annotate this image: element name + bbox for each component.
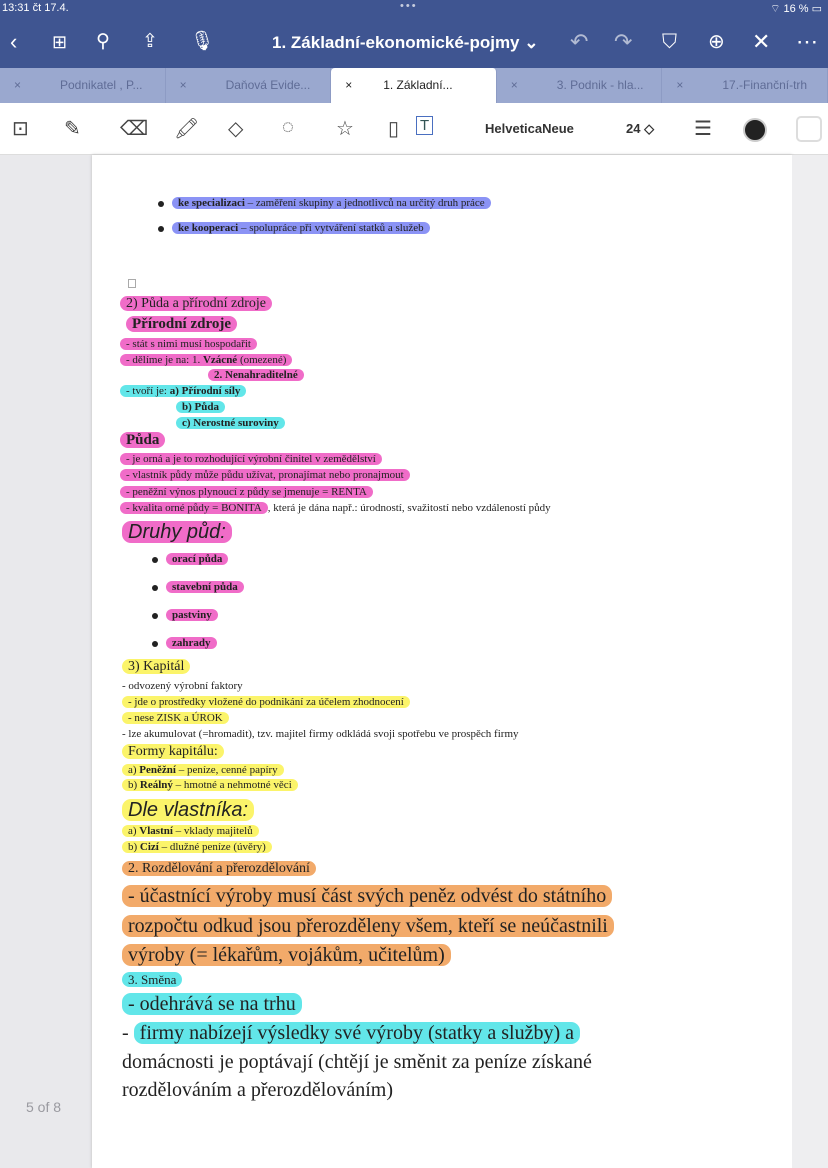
highlight	[122, 993, 302, 1015]
text-line	[122, 885, 612, 908]
text-line	[208, 369, 304, 381]
text-segment: Peněžní	[139, 764, 176, 776]
text-segment: – peníze, cenné papíry	[175, 764, 278, 776]
text-segment: výroby (= lékařům, vojákům, učitelům)	[128, 944, 445, 966]
text-segment: Půda	[126, 432, 160, 448]
highlight	[122, 972, 182, 987]
bookmark-icon[interactable]: ⛉	[662, 31, 677, 53]
tab-label: Podnikatel , P...	[60, 78, 143, 92]
highlight	[120, 338, 257, 350]
text-segment: 3. Směna	[128, 972, 177, 987]
highlight	[122, 659, 190, 674]
text-segment: – vklady majitelů	[172, 825, 253, 837]
tab-label: 17.-Finanční-trh	[722, 78, 808, 92]
text-line	[122, 861, 316, 877]
text-segment: a)	[128, 825, 140, 837]
font-size-stepper[interactable]: 24 ◇	[626, 121, 655, 136]
text-segment: - je orná a je to rozhodující výrobní činitel v zemědělství	[126, 453, 376, 465]
text-segment: Vlastní	[139, 825, 173, 837]
tab-label: Daňová Evide...	[225, 78, 311, 92]
tab-label: 3. Podnik - hla...	[556, 78, 644, 92]
bullet-icon	[152, 557, 158, 563]
text-segment: – dlužné peníze (úvěry)	[158, 841, 266, 853]
highlight	[176, 401, 225, 413]
tab-close-icon[interactable]: ×	[179, 78, 187, 92]
text	[122, 680, 243, 692]
highlight	[126, 316, 237, 332]
text-segment: - lze akumulovat (=hromadit), tzv. majitel firmy odkládá svoji spotřebu ve prospěch firmy	[122, 728, 519, 740]
highlight	[122, 915, 614, 937]
text-segment: – spolupráce při vytváření statků a služeb	[238, 222, 424, 234]
text-line	[122, 915, 614, 938]
highlight	[120, 469, 410, 481]
note-icon[interactable]: ▯	[388, 118, 400, 140]
document-title[interactable]: 1. Základní-ekonomické-pojmy ⌄	[272, 33, 539, 52]
text-line	[122, 972, 182, 988]
text-segment: b)	[128, 779, 140, 791]
back-icon[interactable]: ‹	[10, 29, 18, 54]
text-segment: - vlastník půdy může půdu užívat, pronajímat nebo pronajmout	[126, 469, 404, 481]
highlight	[208, 369, 304, 381]
align-icon[interactable]: ☰	[694, 118, 712, 140]
highlight	[122, 764, 284, 776]
text-line	[122, 659, 190, 675]
highlight	[122, 744, 224, 759]
highlight	[166, 581, 244, 593]
status-bar	[0, 0, 828, 18]
fill-icon[interactable]	[796, 116, 822, 142]
text-segment: - dělíme je na: 1.	[126, 354, 203, 366]
text	[122, 1079, 393, 1101]
status-time: 13:31 čt 17.4.	[2, 2, 69, 14]
color-picker[interactable]	[743, 118, 767, 142]
document-page[interactable]	[92, 155, 792, 1168]
grid-icon[interactable]: ⊞	[52, 32, 68, 52]
tab-4[interactable]	[662, 68, 828, 103]
text-line	[120, 453, 382, 465]
text-tool-icon[interactable]: T	[416, 116, 433, 135]
text-segment: Reálný	[139, 779, 173, 791]
text-segment: Formy kapitálu:	[128, 744, 218, 759]
text-segment: orací půda	[172, 553, 223, 565]
tab-close-icon[interactable]: ×	[510, 78, 518, 92]
highlight	[166, 553, 228, 565]
text-segment: (omezené)	[237, 354, 287, 366]
text	[122, 728, 519, 740]
text-segment: - kvalita orné půdy = BONITA	[120, 502, 268, 514]
close-icon[interactable]: ✕	[752, 29, 771, 54]
highlight	[122, 841, 272, 853]
text-segment: - odehrává se na trhu	[128, 993, 296, 1015]
search-icon[interactable]: ⚲	[96, 31, 110, 52]
highlight	[166, 637, 217, 649]
highlight	[120, 354, 292, 366]
text-line	[122, 993, 302, 1016]
pen-icon[interactable]: ✎	[64, 118, 81, 140]
text-line	[166, 637, 217, 649]
font-selector[interactable]: HelveticaNeue	[485, 121, 574, 136]
highlighter-icon[interactable]: 🖍︎	[174, 118, 200, 140]
highlight	[122, 696, 410, 708]
text-line	[120, 338, 257, 350]
text-line	[176, 401, 225, 413]
annotation-toolbar	[0, 103, 828, 155]
lasso-icon[interactable]: ◌	[282, 116, 294, 138]
checkbox-icon	[128, 279, 136, 288]
highlight	[120, 432, 165, 448]
highlight	[122, 944, 451, 966]
text-segment: – hmotné a nehmotné věci	[172, 779, 292, 791]
text-line	[122, 779, 298, 791]
text-segment: ke kooperaci	[178, 222, 239, 234]
text-segment: Dle vlastníka:	[128, 799, 249, 821]
scrollbar[interactable]	[792, 155, 828, 1168]
text-segment: Vzácné	[202, 354, 238, 366]
text-line	[122, 744, 224, 760]
highlight	[120, 486, 373, 498]
tab-close-icon[interactable]: ×	[14, 78, 22, 92]
text-line	[166, 581, 244, 593]
microphone-icon[interactable]: 🎙︎	[190, 31, 215, 52]
highlight	[172, 197, 491, 209]
text-line	[120, 469, 410, 481]
text-line	[166, 609, 218, 621]
text-segment: - stát s nimi musí hospodařit	[126, 338, 251, 350]
highlight	[176, 417, 285, 429]
text-segment: - tvoří je:	[126, 385, 170, 397]
text-line	[172, 197, 491, 209]
text-segment: a)	[128, 764, 140, 776]
text-segment: b)	[128, 841, 140, 853]
text-segment: firmy nabízejí výsledky své výroby (statky a služby) a	[134, 1022, 580, 1044]
text-segment: 2) Půda a přírodní zdroje	[126, 296, 266, 311]
text-segment: stavební půda	[172, 581, 238, 593]
tab-close-icon[interactable]: ×	[345, 78, 353, 92]
text-segment: – zaměření skupiny a jednotlivců na určitý druh práce	[244, 197, 485, 209]
text-segment: Přírodní zdroje	[132, 316, 232, 332]
battery-percent: 16 %	[783, 3, 809, 15]
text-segment: - nese ZISK a ÚROK	[128, 712, 223, 724]
page-indicator: 5 of 8	[26, 1099, 62, 1115]
multitask-dots[interactable]: •••	[400, 0, 418, 12]
text-line	[120, 432, 165, 449]
text-line	[122, 696, 410, 708]
title-bar	[0, 18, 828, 68]
text-segment: - peněžní výnos plynoucí z půdy se jmenuje = RENTA	[126, 486, 367, 498]
text-line	[176, 417, 285, 429]
sticker-icon[interactable]: ☆	[336, 118, 354, 140]
shapes-icon[interactable]: ◇	[228, 118, 244, 140]
tab-3[interactable]	[497, 68, 663, 103]
eraser-icon[interactable]: ⌫	[120, 118, 149, 140]
text-segment: 2. Rozdělování a přerozdělování	[128, 861, 310, 876]
bullet-icon	[152, 641, 158, 647]
tab-1[interactable]	[166, 68, 332, 103]
text-segment: c) Nerostné suroviny	[182, 417, 279, 429]
text-line	[122, 712, 229, 724]
text-line	[126, 316, 237, 333]
text-segment: Druhy půd:	[128, 521, 226, 543]
text-line	[120, 502, 551, 514]
undo-icon[interactable]: ↶	[570, 29, 589, 54]
bullet-icon	[152, 585, 158, 591]
text-segment: a) Přírodní síly	[169, 385, 241, 397]
text-segment: pastviny	[172, 609, 212, 621]
text-line	[122, 799, 254, 822]
tab-label: 1. Základní...	[383, 78, 453, 92]
text-segment: ke specializaci	[178, 197, 245, 209]
tab-bar	[0, 68, 828, 103]
zoom-ink-icon[interactable]: ⊡	[12, 118, 29, 140]
text-line	[122, 764, 284, 776]
highlight	[120, 296, 272, 311]
highlight	[120, 453, 382, 465]
text-segment: Cizí	[139, 841, 159, 853]
text-line	[122, 1079, 393, 1102]
redo-icon[interactable]: ↷	[614, 29, 633, 54]
text-line	[122, 521, 232, 544]
text-line	[172, 222, 430, 234]
bullet-icon	[152, 613, 158, 619]
tab-2[interactable]	[331, 68, 497, 103]
text-line	[166, 553, 228, 565]
text-segment: domácnosti je poptávají (chtějí je směnit za peníze získané	[122, 1051, 592, 1073]
text-segment: - jde o prostředky vložené do podnikání za účelem zhodnocení	[128, 696, 404, 708]
text-segment: rozdělováním a přerozdělováním)	[122, 1079, 393, 1101]
text-segment: - účastnící výroby musí část svých peněz odvést do státního	[128, 885, 607, 907]
text-segment: 3) Kapitál	[128, 659, 185, 674]
tab-close-icon[interactable]: ×	[676, 78, 684, 92]
text-line	[122, 680, 243, 692]
highlight	[122, 712, 229, 724]
highlight	[122, 779, 298, 791]
highlight	[122, 521, 232, 543]
text-segment: 2. Nenahraditelné	[214, 369, 298, 381]
text-line	[120, 354, 292, 366]
text-line	[120, 385, 246, 397]
bullet-icon	[158, 201, 164, 207]
text-segment: -	[122, 1022, 134, 1044]
highlight	[122, 861, 316, 876]
text-line	[122, 825, 259, 837]
share-icon[interactable]: ⇪	[142, 31, 158, 52]
highlight	[122, 885, 612, 907]
text-line	[120, 486, 373, 498]
text-segment: rozpočtu odkud jsou přerozděleny všem, kteří se neúčastnili	[128, 915, 608, 937]
highlight	[122, 1022, 580, 1044]
highlight	[166, 609, 218, 621]
highlight	[120, 502, 551, 514]
text-line	[122, 841, 272, 853]
battery-indicator: ⌔ 16 % ▭	[770, 3, 822, 15]
highlight	[120, 385, 246, 397]
text-segment: - odvozený výrobní faktory	[122, 680, 243, 692]
text-line	[122, 1051, 592, 1074]
add-page-icon[interactable]: ⊕	[708, 31, 725, 53]
bullet-icon	[158, 226, 164, 232]
highlight	[122, 825, 259, 837]
text-segment: b) Půda	[182, 401, 219, 413]
highlight	[172, 222, 430, 234]
highlight	[122, 799, 254, 821]
text-line	[122, 728, 519, 740]
text	[122, 1051, 592, 1073]
text-segment: zahrady	[172, 637, 211, 649]
text-line	[120, 296, 272, 312]
text-segment: , která je dána např.: úrodností, svažitostí nebo vzdáleností půdy	[267, 502, 551, 514]
text-line	[122, 1022, 580, 1045]
text-line	[122, 944, 451, 967]
more-icon[interactable]: ⋯	[796, 29, 818, 54]
tab-0[interactable]	[0, 68, 166, 103]
